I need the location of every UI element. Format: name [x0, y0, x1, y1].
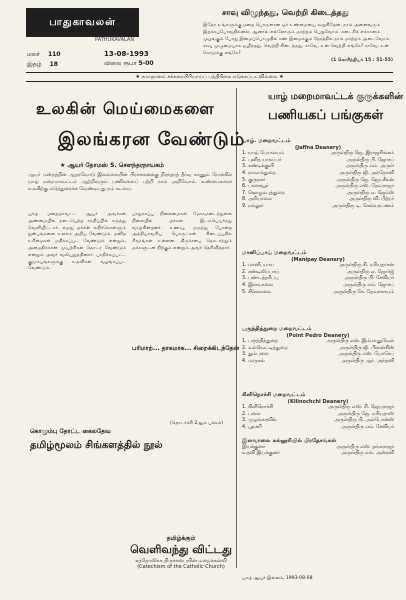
deanery-heading: கிளிநொச்சி மறைவட்டம் — [242, 392, 306, 398]
priest-name: அருள்திரு எம். அருள் — [345, 164, 394, 170]
parish-name: 3. முழங்காவில் — [242, 418, 277, 424]
price — [104, 60, 154, 68]
lead-subhead: பரிமாற்... தாகமாக... சிறைக்கிடந்தேன் — [132, 345, 240, 352]
parish-name: 7. கொழும்புத்துறை — [242, 190, 286, 196]
parish-name: 6. பாசையூர் — [242, 184, 269, 190]
parish-name: 5. சில்லாலை — [242, 289, 271, 295]
appointment-row — [242, 425, 394, 432]
lead-intro: ஆயர் மன்றத்தின் ஆதரவோடு இலங்கையின் பிரச்சனைக்கு நிரந்தரத் தீர்வு காணும் நோக்கில் யாழ் மறைமாவட்டம் ஆற்றிவரும் பணிகளைப் பற்றி நாம் அறிவோம். உண்மைகளை உலகிற்கு எடுத்துரைக்க வேண்டியது நம் கடமை. — [28, 173, 232, 192]
continued-note: (தொடர்ச்சி 2ஆம் பக்கம்) — [170, 421, 224, 426]
appointment-row — [242, 184, 394, 191]
deanery-heading: மானிப்பாய் மறைவட்டம் — [242, 250, 307, 256]
priest-name: அருள்திரு கே. தேவசகாயம் — [333, 289, 394, 295]
masthead-subtitle: PATHUKAVALAN — [95, 37, 135, 43]
masthead-title: பாதுகாவலன் — [49, 16, 116, 28]
appointment-row — [242, 263, 394, 270]
parish-name: 1. மானிப்பாய் — [242, 263, 274, 269]
deanery-section — [242, 250, 394, 296]
verse-text: இதோ உங்களுக்கு மறை பொருளான ஓர் உண்மையை கூறுகிறேன். நாம் அனைவரும் இறக்கப்போவதில்லை. ஆனால் எல்லோரும் மாற்றம் பெறுவோம். கடைசிக் எக்காளம் முழங்கும் போது இமைப்பொழுதில் கண் இமைக்கும் நேரத்தில் நாம் மாற்றம் அடைவோம். சாவு முழுமையாக ஒழிந்தது. வெற்றி கிடைத்தது. சாவே, உன் வெற்றி எங்கே? சாவே, உன் கொடுக்கு எங்கே? — [203, 23, 391, 56]
deanery-section — [242, 392, 394, 432]
parish-name: 4. பூநகரி — [242, 424, 262, 430]
price-value: 5-00 — [138, 60, 154, 67]
appointment-row — [242, 204, 394, 211]
parish-name: 9. நல்லூர் — [242, 203, 264, 209]
appointment-row — [242, 359, 394, 366]
priest-name: அருள்திரு ஜி. அந்தோனி — [338, 170, 394, 176]
deanery-english-name: (Jaffna Deanery) — [294, 144, 342, 151]
parish-name: 1. பருத்தித்துறை — [242, 339, 279, 345]
deanery-english-name: (Kilinochchi Deanery) — [287, 398, 349, 405]
issue-info — [27, 50, 60, 70]
parish-name: 2. புனித யாகப்பர் — [242, 157, 282, 163]
priest-name: அருள்திரு வி. பீற்றர் — [348, 197, 394, 203]
issue-date: 13-08-1993 — [104, 50, 149, 58]
lead-column-1: யாழ் மறைமாவட்ட ஆயர் அவர்கள் அண்மையில் நடைபெற்ற சந்திப்பில் கருத்து வெளியிட்டார். எமது மக்கள் எதிர்கொள்ளும் துன்பங்களை உலகம் அறிய வேண்டும். மனித உரிமைகள் மதிக்கப்பட வேண்டும் என்றும், அமைதிக்கான முயற்சிகள் தொடர வேண்டும் என்றும் அவர் வலியுறுத்தினார். பாதிக்கப்பட்ட குடும்பங்களுக்கு உதவிகள் வழங்கப்பட வேண்டும். — [28, 212, 126, 272]
priest-name: அருள்திரு டி. செல்வரட்ணம் — [331, 203, 394, 209]
parish-name: 8. அரியாலை — [242, 197, 273, 203]
appointment-row — [242, 276, 394, 283]
priest-name: அருள்திரு என். இம்மானுவேல் — [326, 339, 394, 345]
parish-name: 4. இளவாலை — [242, 282, 273, 288]
catechism-english: (Catechism of the Catholic Church) — [137, 564, 225, 570]
deanery-section — [242, 438, 394, 458]
appointment-row — [242, 164, 394, 171]
verse-reference: (1 கொரிந்தியர் 15 : 51-55) — [331, 58, 393, 63]
masthead — [26, 8, 139, 37]
priest-name: அருள்திரு எஸ். யோசேப் — [338, 352, 394, 358]
lead-headline-2: இலங்கரன வேண்டும் — [58, 129, 246, 150]
lead-headline-1: உலகின் மெய்மைகளை — [36, 99, 215, 118]
appointments-title-2: பணியகப் பங்குகள் — [268, 108, 384, 123]
priest-name: அருள்திரு ஜி. பிரான்சிஸ் — [339, 345, 394, 351]
deanery-section — [242, 138, 394, 211]
priest-name: அருள்திரு ஏ. ஜோர்ஜ் — [346, 269, 394, 275]
priest-name: அருள்திரு ஆர். அந்தனி — [341, 358, 394, 364]
priest-name: அருள்திரு பி. ஜோசப் — [346, 157, 394, 163]
appointment-row — [242, 451, 394, 458]
priest-name: அருள்திரு எல். அன்ரனி — [341, 451, 394, 457]
colombo-headline: கொழும்பு தோட்ட கைலதேவ — [30, 428, 111, 435]
catechism-subtitle: கத்தோலிக்க திருச்சபையின் மறைக்கல்வி — [135, 558, 227, 564]
catechism-title: வெளிவந்து விட்டது — [130, 543, 232, 556]
volume-label: மலர் — [27, 51, 40, 58]
price-label: விலை ரூபா — [104, 60, 137, 67]
appointment-row — [242, 290, 394, 297]
priest-name: அருள்திரு எஸ். சி. ஜெயராஜா — [327, 405, 394, 411]
parish-name: 1. யாழ் பேராலயம் — [242, 151, 285, 157]
priest-name: அருள்திரு ஜே. மரியதாஸ் — [337, 411, 394, 417]
column-divider — [236, 88, 237, 568]
appointment-row — [242, 151, 394, 158]
priest-name: அருள்திரு பி. சேவியர் — [344, 276, 394, 282]
priest-name: அருள்திரு ஜே. ஜெயசீலன் — [336, 177, 394, 183]
priest-name: அருள்திரு எஸ். தேவராஜா — [335, 184, 394, 190]
appointment-row — [242, 352, 394, 359]
parish-name: 2. வல்வெட்டித்துறை — [242, 345, 288, 351]
parish-name: 5. குருநகர் — [242, 177, 266, 183]
scripture-verse — [203, 22, 393, 64]
issue-number: 18 — [49, 61, 58, 68]
parish-name: 2. சண்டிலிப்பாய் — [242, 269, 280, 275]
deanery-english-name: (Manipay Deanery) — [291, 256, 345, 263]
priest-name: அருள்திரு ஜெ. இராஜசிங்கம் — [330, 151, 394, 157]
deanery-heading: யாழ். மறைவட்டம் — [242, 138, 291, 144]
parish-name: இயக்குனர் — [242, 444, 266, 450]
parish-name: 3. தும்பளை — [242, 352, 269, 358]
parish-name: உதவி இயக்குனர் — [242, 451, 280, 457]
deanery-heading: இளவாலை கல்லூரியில் பிரதேசங்கள் — [242, 438, 337, 444]
signoff: யாழ் ஆயர் இல்லம், 1993-08-08 — [242, 576, 313, 581]
priest-name: அருள்திரு எம். ஜோசப் — [343, 282, 394, 288]
notice-bar: ★ சமாதானம் சக்கரைபிரியாய்ப் பத்திரிகை எடுக்கப்படவில்லை ★ — [26, 72, 393, 82]
top-headline: சாவு விழுந்தது, வெற்றி கிடைத்தது — [222, 8, 349, 17]
appointment-row — [242, 339, 394, 346]
lead-column-2: பாதுகாப்பு நிலைமைகள் மோசமடைந்துள்ள நிலையில் மக்கள் இடம்பெயர்ந்து வாழ்கின்றனர். உணவு, மருந்து போன்ற அத்தியாவசிய பொருட்கள் கிடைப்பதில் சிரமங்கள் உள்ளன. திருச்சபை தொடர்ந்தும் மக்களுடன் நிற்கும் என்றும் அவர் தெரிவித்தார். — [132, 212, 232, 251]
deanery-english-name: (Point Pedro Deanery) — [286, 332, 350, 339]
priest-name: அருள்திரு எஸ். தங்கராஜா — [336, 444, 394, 450]
appointment-row — [242, 197, 394, 204]
priest-name: அருள்திரு பி. அல்போன்ஸ் — [333, 418, 394, 424]
lead-byline: ★ ஆயர் தோமஸ் S. செளந்தரநாயகம் — [60, 162, 164, 169]
deanery-section — [242, 326, 394, 366]
appointment-row — [242, 171, 394, 178]
parish-name: 1. கிளிநொச்சி — [242, 405, 274, 411]
parish-name: 3. பண்டத்தரிப்பு — [242, 276, 279, 282]
appointment-row — [242, 283, 394, 290]
parish-name: 4. நாவாந்துறை — [242, 170, 276, 176]
issue-label: இதழ் — [27, 61, 42, 68]
appointments-title-1: யாழ் மறைமாவட்டக் குருக்களின் — [268, 92, 403, 102]
catechism-kicker: தமிழ்க்கும் — [166, 535, 196, 542]
deanery-heading: பருத்தித்துறை மறைவட்டம் — [242, 326, 312, 332]
parish-name: 3. சுண்டிக்குளி — [242, 164, 274, 170]
appointment-row — [242, 405, 394, 412]
book-headline: தமிழ்மூலம் சிங்களத்தில் நூல் — [30, 440, 163, 451]
appointment-row — [242, 418, 394, 425]
parish-name: 4. மாதகல் — [242, 358, 265, 364]
priest-name: அருள்திரு எம். சேவியர் — [341, 424, 394, 430]
catechism-announcement — [128, 535, 234, 570]
parish-name: 2. பளை — [242, 411, 261, 417]
priest-name: அருள்திரு சி. மரியதாசன் — [338, 263, 394, 269]
priest-name: அருள்திரு ஏ. ஜேம்ஸ் — [346, 190, 394, 196]
volume-number: 110 — [47, 51, 61, 58]
